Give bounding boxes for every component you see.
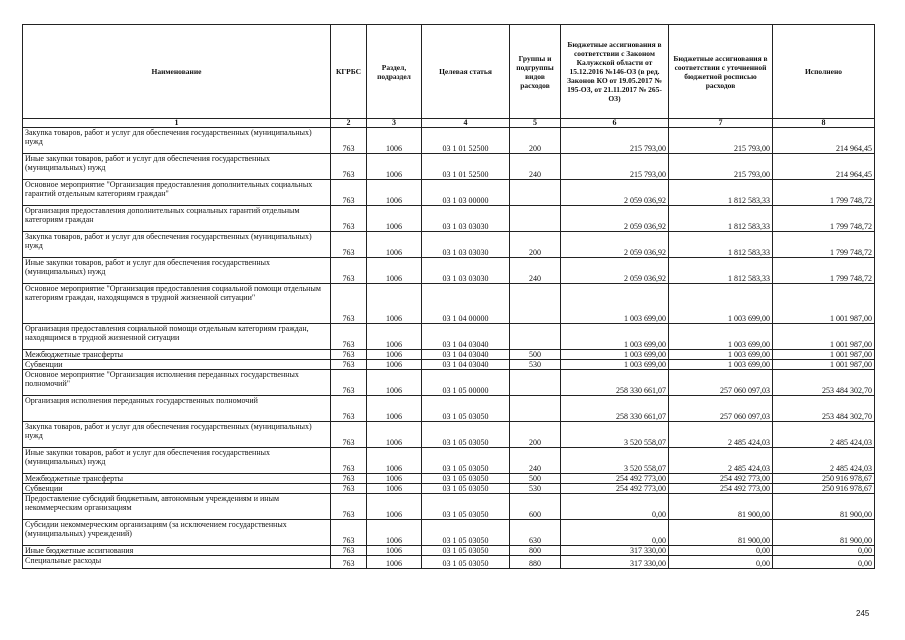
row-section: 1006 [367,350,422,360]
table-row [23,180,875,206]
row-name: Организация предоставления социальной помощи отдельным категориям граждан, находящимся в трудной жизненной ситуации [23,324,331,350]
row-executed: 1 799 748,72 [773,206,875,232]
row-name: Иные закупки товаров, работ и услуг для обеспечения государственных (муниципальных) нужд [23,154,331,180]
row-target-article: 03 1 01 52500 [422,154,510,180]
row-target-article: 03 1 05 03050 [422,422,510,448]
column-number: 7 [669,119,773,128]
row-refined-allocation: 1 812 583,33 [669,206,773,232]
row-name: Основное мероприятие "Организация предоставления социальной помощи отдельным категориям граждан, находящимся в трудной жизненной ситуации" [23,284,331,324]
row-section: 1006 [367,520,422,546]
row-law-allocation: 1 003 699,00 [561,360,669,370]
row-kgrbs: 763 [331,206,367,232]
row-target-article: 03 1 03 03030 [422,258,510,284]
column-number: 3 [367,119,422,128]
row-name: Межбюджетные трансферты [23,474,331,484]
row-name: Основное мероприятие "Организация предоставления дополнительных социальных гарантий отдельным категориям граждан" [23,180,331,206]
column-number: 8 [773,119,875,128]
row-name: Основное мероприятие "Организация исполнения переданных государственных полномочий" [23,370,331,396]
row-refined-allocation: 0,00 [669,556,773,569]
row-expense-group [510,396,561,422]
row-name: Закупка товаров, работ и услуг для обеспечения государственных (муниципальных) нужд [23,422,331,448]
row-target-article: 03 1 05 03050 [422,556,510,569]
row-target-article: 03 1 05 03050 [422,448,510,474]
row-target-article: 03 1 05 03050 [422,520,510,546]
header-section: Раздел, подраздел [367,25,422,119]
row-executed: 81 900,00 [773,494,875,520]
row-name: Субвенции [23,484,331,494]
row-name: Организация предоставления дополнительных социальных гарантий отдельным категориям граждан [23,206,331,232]
row-law-allocation: 1 003 699,00 [561,284,669,324]
row-refined-allocation: 215 793,00 [669,154,773,180]
row-refined-allocation: 254 492 773,00 [669,484,773,494]
row-section: 1006 [367,206,422,232]
row-executed: 0,00 [773,556,875,569]
row-refined-allocation: 254 492 773,00 [669,474,773,484]
row-refined-allocation: 81 900,00 [669,520,773,546]
row-refined-allocation: 215 793,00 [669,128,773,154]
row-expense-group: 200 [510,128,561,154]
table-row [23,154,875,180]
row-expense-group: 500 [510,474,561,484]
table-row [23,284,875,324]
page-number: 245 [856,609,870,618]
row-refined-allocation: 81 900,00 [669,494,773,520]
table-row [23,494,875,520]
row-law-allocation: 2 059 036,92 [561,232,669,258]
row-law-allocation: 215 793,00 [561,154,669,180]
row-kgrbs: 763 [331,494,367,520]
table-row [23,360,875,370]
table-row [23,324,875,350]
row-executed: 2 485 424,03 [773,422,875,448]
row-expense-group [510,370,561,396]
row-refined-allocation: 1 003 699,00 [669,360,773,370]
row-name: Специальные расходы [23,556,331,569]
column-number: 1 [23,119,331,128]
row-kgrbs: 763 [331,324,367,350]
row-target-article: 03 1 05 03050 [422,494,510,520]
row-refined-allocation: 1 812 583,33 [669,232,773,258]
row-expense-group [510,180,561,206]
column-number: 2 [331,119,367,128]
row-expense-group: 200 [510,422,561,448]
row-law-allocation: 2 059 036,92 [561,180,669,206]
column-number: 6 [561,119,669,128]
row-expense-group: 800 [510,546,561,556]
table-row [23,258,875,284]
row-expense-group: 240 [510,154,561,180]
row-law-allocation: 0,00 [561,520,669,546]
row-refined-allocation: 2 485 424,03 [669,448,773,474]
header-law-allocations: Бюджетные ассигнования в соответствии с Законом Калужской области от 15.12.2016 №146-ОЗ (в ред. Законов КО от 19.05.2017 № 195-ОЗ, от 21.11.2017 № 265-ОЗ) [561,25,669,119]
row-expense-group: 240 [510,258,561,284]
row-name: Иные бюджетные ассигнования [23,546,331,556]
table-row [23,350,875,360]
table-row [23,396,875,422]
row-expense-group: 530 [510,484,561,494]
header-refined-allocations: Бюджетные ассигнования в соответствии с уточненной бюджетной росписью расходов [669,25,773,119]
row-law-allocation: 2 059 036,92 [561,258,669,284]
row-refined-allocation: 0,00 [669,546,773,556]
row-expense-group [510,284,561,324]
row-section: 1006 [367,154,422,180]
table-row [23,520,875,546]
table-row [23,232,875,258]
row-section: 1006 [367,258,422,284]
row-target-article: 03 1 03 03030 [422,206,510,232]
row-target-article: 03 1 01 52500 [422,128,510,154]
row-refined-allocation: 1 003 699,00 [669,350,773,360]
row-executed: 1 799 748,72 [773,180,875,206]
row-kgrbs: 763 [331,422,367,448]
row-executed: 2 485 424,03 [773,448,875,474]
budget-execution-table [22,24,875,569]
budget-table-container [22,24,874,569]
row-refined-allocation: 2 485 424,03 [669,422,773,448]
row-law-allocation: 317 330,00 [561,546,669,556]
row-expense-group [510,324,561,350]
row-law-allocation: 258 330 661,07 [561,396,669,422]
row-kgrbs: 763 [331,232,367,258]
row-name: Субвенции [23,360,331,370]
row-executed: 0,00 [773,546,875,556]
table-row [23,484,875,494]
row-target-article: 03 1 05 00000 [422,370,510,396]
row-target-article: 03 1 04 03040 [422,350,510,360]
header-executed: Исполнено [773,25,875,119]
row-kgrbs: 763 [331,128,367,154]
row-section: 1006 [367,474,422,484]
row-name: Иные закупки товаров, работ и услуг для обеспечения государственных (муниципальных) нужд [23,448,331,474]
row-section: 1006 [367,422,422,448]
row-section: 1006 [367,284,422,324]
row-name: Межбюджетные трансферты [23,350,331,360]
row-section: 1006 [367,546,422,556]
row-executed: 253 484 302,70 [773,396,875,422]
row-section: 1006 [367,360,422,370]
row-executed: 1 001 987,00 [773,324,875,350]
row-kgrbs: 763 [331,546,367,556]
table-row [23,206,875,232]
row-law-allocation: 258 330 661,07 [561,370,669,396]
row-name: Субсидии некоммерческим организациям (за исключением государственных (муниципальных) учреждений) [23,520,331,546]
row-law-allocation: 215 793,00 [561,128,669,154]
row-name: Закупка товаров, работ и услуг для обеспечения государственных (муниципальных) нужд [23,232,331,258]
column-number: 4 [422,119,510,128]
row-kgrbs: 763 [331,154,367,180]
row-section: 1006 [367,484,422,494]
row-kgrbs: 763 [331,258,367,284]
row-target-article: 03 1 04 00000 [422,284,510,324]
row-name: Закупка товаров, работ и услуг для обеспечения государственных (муниципальных) нужд [23,128,331,154]
row-law-allocation: 0,00 [561,494,669,520]
row-target-article: 03 1 05 03050 [422,484,510,494]
row-kgrbs: 763 [331,448,367,474]
row-expense-group: 880 [510,556,561,569]
row-law-allocation: 2 059 036,92 [561,206,669,232]
row-target-article: 03 1 05 03050 [422,396,510,422]
row-target-article: 03 1 05 03050 [422,546,510,556]
header-name: Наименование [23,25,331,119]
row-name: Иные закупки товаров, работ и услуг для обеспечения государственных (муниципальных) нужд [23,258,331,284]
row-executed: 250 916 978,67 [773,474,875,484]
row-expense-group: 200 [510,232,561,258]
column-number-row [23,119,875,128]
table-row [23,370,875,396]
header-row [23,25,875,119]
row-target-article: 03 1 04 03040 [422,324,510,350]
row-expense-group: 630 [510,520,561,546]
row-executed: 1 001 987,00 [773,284,875,324]
row-executed: 81 900,00 [773,520,875,546]
row-refined-allocation: 257 060 097,03 [669,370,773,396]
row-expense-group: 600 [510,494,561,520]
table-row [23,448,875,474]
table-header [23,25,875,128]
row-target-article: 03 1 03 00000 [422,180,510,206]
row-kgrbs: 763 [331,520,367,546]
row-section: 1006 [367,396,422,422]
row-law-allocation: 1 003 699,00 [561,324,669,350]
row-kgrbs: 763 [331,284,367,324]
row-kgrbs: 763 [331,370,367,396]
row-section: 1006 [367,494,422,520]
row-name: Предоставление субсидий бюджетным, автономным учреждениям и иным некоммерческим организациям [23,494,331,520]
row-law-allocation: 3 520 558,07 [561,422,669,448]
row-executed: 1 799 748,72 [773,232,875,258]
row-kgrbs: 763 [331,350,367,360]
header-expense-groups: Группы и подгруппы видов расходов [510,25,561,119]
row-section: 1006 [367,128,422,154]
table-row [23,422,875,448]
row-target-article: 03 1 04 03040 [422,360,510,370]
table-row [23,556,875,569]
row-law-allocation: 254 492 773,00 [561,484,669,494]
table-row [23,474,875,484]
header-target-article: Целевая статья [422,25,510,119]
row-section: 1006 [367,448,422,474]
row-executed: 214 964,45 [773,128,875,154]
column-number: 5 [510,119,561,128]
row-expense-group [510,206,561,232]
row-executed: 1 001 987,00 [773,360,875,370]
row-executed: 253 484 302,70 [773,370,875,396]
row-kgrbs: 763 [331,556,367,569]
table-row [23,128,875,154]
row-law-allocation: 3 520 558,07 [561,448,669,474]
row-kgrbs: 763 [331,474,367,484]
row-section: 1006 [367,324,422,350]
row-law-allocation: 254 492 773,00 [561,474,669,484]
row-refined-allocation: 1 003 699,00 [669,284,773,324]
row-kgrbs: 763 [331,360,367,370]
row-section: 1006 [367,232,422,258]
row-expense-group: 240 [510,448,561,474]
row-law-allocation: 1 003 699,00 [561,350,669,360]
table-row [23,546,875,556]
row-target-article: 03 1 05 03050 [422,474,510,484]
row-refined-allocation: 257 060 097,03 [669,396,773,422]
row-section: 1006 [367,556,422,569]
row-refined-allocation: 1 003 699,00 [669,324,773,350]
row-kgrbs: 763 [331,180,367,206]
row-refined-allocation: 1 812 583,33 [669,258,773,284]
row-expense-group: 500 [510,350,561,360]
row-executed: 1 001 987,00 [773,350,875,360]
row-name: Организация исполнения переданных государственных полномочий [23,396,331,422]
row-kgrbs: 763 [331,484,367,494]
row-executed: 214 964,45 [773,154,875,180]
header-kgrbs: КГРБС [331,25,367,119]
row-executed: 250 916 978,67 [773,484,875,494]
row-target-article: 03 1 03 03030 [422,232,510,258]
row-section: 1006 [367,370,422,396]
row-expense-group: 530 [510,360,561,370]
row-kgrbs: 763 [331,396,367,422]
row-executed: 1 799 748,72 [773,258,875,284]
table-body [23,128,875,569]
row-section: 1006 [367,180,422,206]
row-law-allocation: 317 330,00 [561,556,669,569]
row-refined-allocation: 1 812 583,33 [669,180,773,206]
